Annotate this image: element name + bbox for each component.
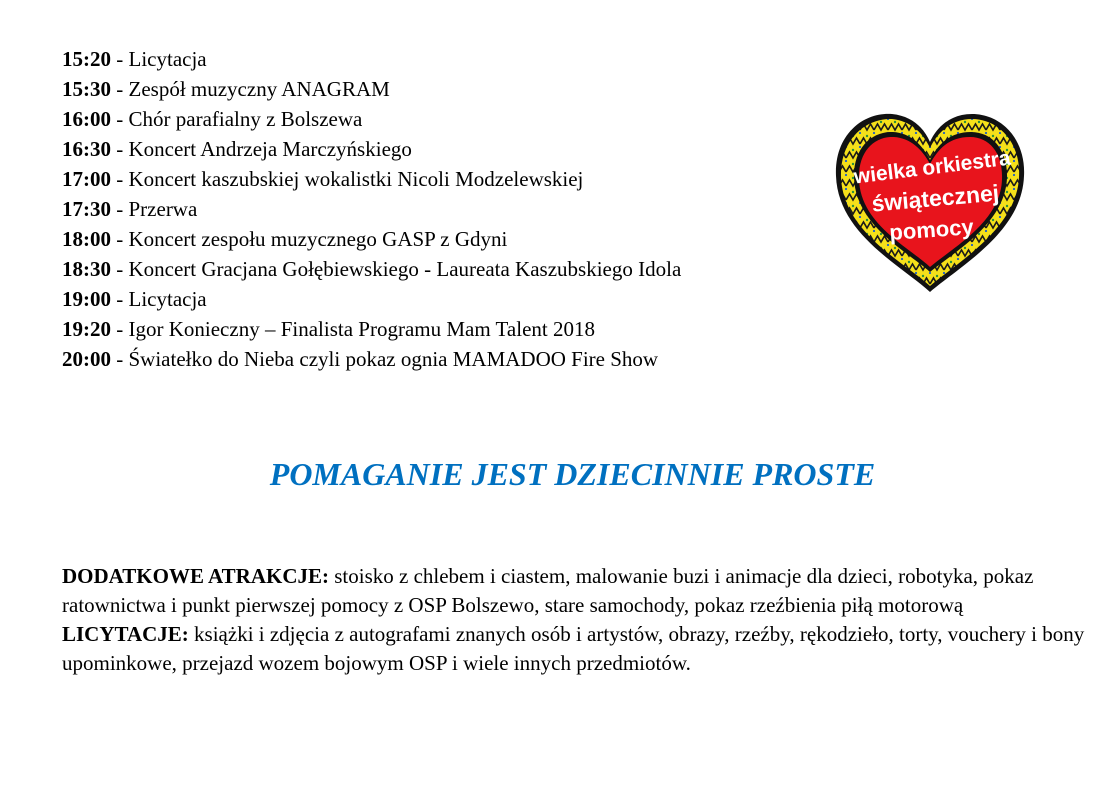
schedule-item	[62, 284, 681, 314]
schedule-separator: -	[111, 317, 129, 341]
attractions-label: DODATKOWE ATRAKCJE:	[62, 564, 329, 588]
logo-text-line3: pomocy	[888, 214, 975, 245]
auctions-paragraph	[62, 620, 1092, 678]
info-section	[62, 562, 1092, 678]
schedule-event: Koncert kaszubskiej wokalistki Nicoli Modzelewskiej	[128, 167, 584, 191]
schedule-event: Chór parafialny z Bolszewa	[128, 107, 363, 131]
schedule-time: 19:20	[62, 317, 111, 341]
logo-text-line1: wielka orkiestra	[852, 146, 1012, 189]
schedule-item	[62, 134, 681, 164]
schedule-separator: -	[111, 227, 129, 251]
schedule-item	[62, 164, 681, 194]
schedule-event: Przerwa	[128, 197, 198, 221]
schedule-time: 16:00	[62, 107, 111, 131]
schedule-separator: -	[111, 347, 129, 371]
schedule-separator: -	[111, 197, 129, 221]
schedule-event: Światełko do Nieba czyli pokaz ognia MAMADOO Fire Show	[128, 347, 659, 371]
schedule-separator: -	[111, 167, 129, 191]
attractions-paragraph	[62, 562, 1092, 620]
auctions-text: książki i zdjęcia z autografami znanych osób i artystów, obrazy, rzeźby, rękodzieło, torty, vouchery i bony upominkowe, przejazd wozem bojowym OSP i wiele innych przedmiotów.	[62, 622, 1085, 675]
schedule-event: Koncert Gracjana Gołębiewskiego - Laureata Kaszubskiego Idola	[128, 257, 682, 281]
schedule-item	[62, 194, 681, 224]
schedule-time: 15:20	[62, 47, 111, 71]
heart-icon	[832, 106, 1028, 296]
schedule-time: 16:30	[62, 137, 111, 161]
schedule-event: Licytacja	[128, 287, 207, 311]
attractions-text: stoisko z chlebem i ciastem, malowanie buzi i animacje dla dzieci, robotyka, pokaz ratownictwa i punkt pierwszej pomocy z OSP Bolszewo, stare samochody, pokaz rzeźbienia piłą motorową	[62, 564, 1034, 617]
schedule-separator: -	[111, 287, 129, 311]
schedule-event: Licytacja	[128, 47, 207, 71]
schedule-item	[62, 104, 681, 134]
schedule-separator: -	[111, 257, 129, 281]
schedule-separator: -	[111, 47, 129, 71]
schedule-item	[62, 74, 681, 104]
schedule-time: 17:00	[62, 167, 111, 191]
schedule-event: Igor Konieczny – Finalista Programu Mam Talent 2018	[128, 317, 595, 341]
auctions-label: LICYTACJE:	[62, 622, 189, 646]
schedule-item	[62, 314, 681, 344]
schedule-time: 18:00	[62, 227, 111, 251]
schedule-time: 20:00	[62, 347, 111, 371]
schedule-time: 17:30	[62, 197, 111, 221]
schedule-time: 15:30	[62, 77, 111, 101]
slogan-heading: POMAGANIE JEST DZIECINNIE PROSTE	[269, 456, 876, 492]
event-schedule	[62, 44, 681, 374]
schedule-item	[62, 344, 681, 374]
logo-text-line2: świątecznej	[870, 179, 1001, 217]
schedule-item	[62, 224, 681, 254]
schedule-event: Koncert Andrzeja Marczyńskiego	[128, 137, 412, 161]
schedule-separator: -	[111, 107, 129, 131]
schedule-event: Koncert zespołu muzycznego GASP z Gdyni	[128, 227, 508, 251]
schedule-time: 18:30	[62, 257, 111, 281]
schedule-item	[62, 44, 681, 74]
schedule-event: Zespół muzyczny ANAGRAM	[128, 77, 390, 101]
schedule-time: 19:00	[62, 287, 111, 311]
schedule-separator: -	[111, 137, 129, 161]
schedule-separator: -	[111, 77, 129, 101]
wosp-heart-logo	[832, 106, 1028, 296]
schedule-item	[62, 254, 681, 284]
